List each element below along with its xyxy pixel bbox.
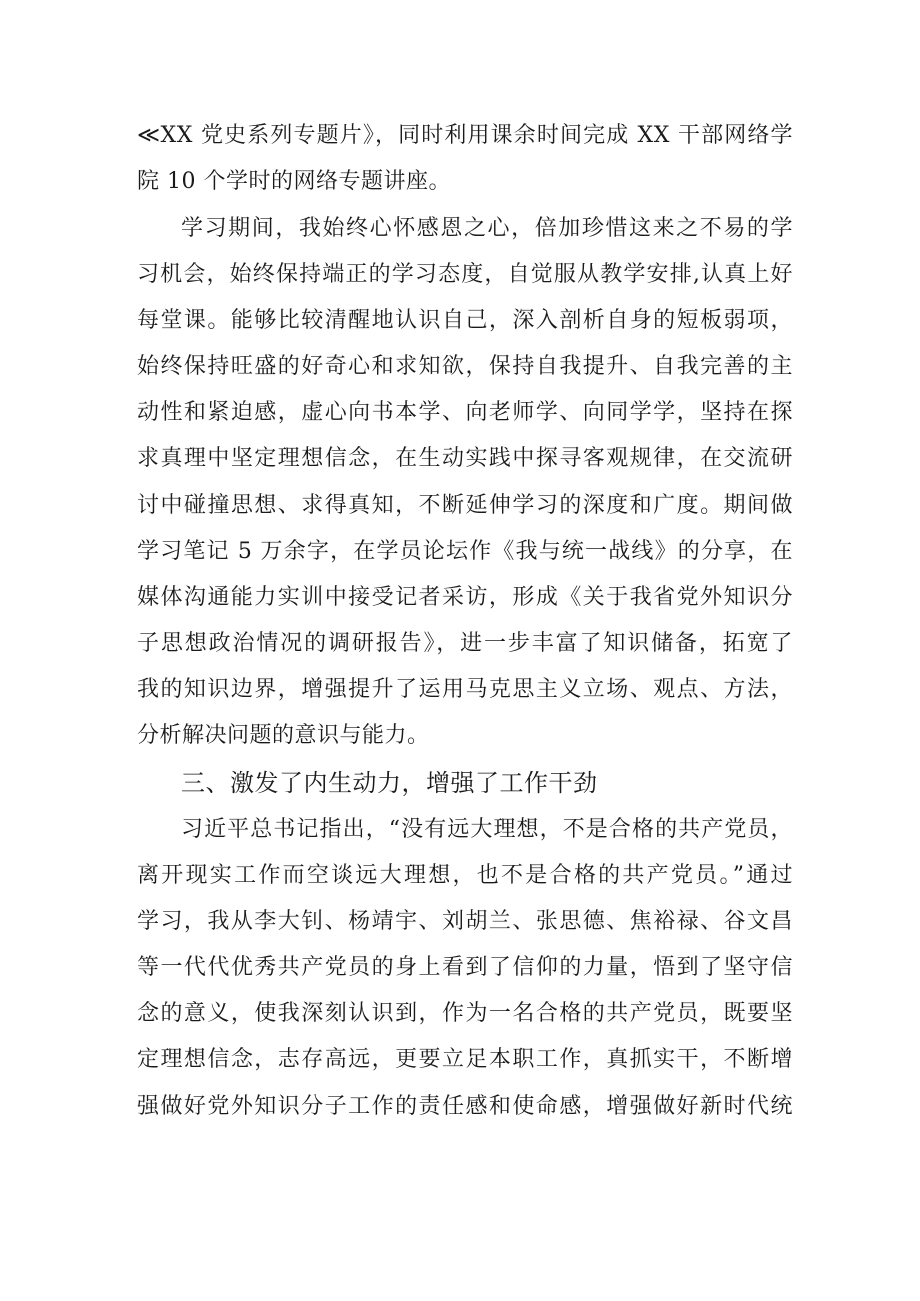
paragraph-2-line-3: 每堂课。能够比较清醒地认识自己，深入剖析自身的短板弱项， xyxy=(137,308,793,333)
paragraph-3-line-7: 强做好党外知识分子工作的责任感和使命感，增强做好新时代统 xyxy=(137,1094,793,1119)
paragraph-3-line-3: 学习，我从李大钊、杨靖宇、刘胡兰、张思德、焦裕禄、谷文昌 xyxy=(137,909,793,934)
paragraph-3-line-2: 离开现实工作而空谈远大理想，也不是合格的共产党员。”通过 xyxy=(137,863,793,888)
section-heading: 三、激发了内生动力，增强了工作干劲 xyxy=(181,769,598,797)
paragraph-2-line-12: 分析解决问题的意识与能力。 xyxy=(137,723,430,748)
paragraph-2-line-5: 动性和紧迫感，虚心向书本学、向老师学、向同学学，坚持在探 xyxy=(137,400,793,425)
paragraph-3-line-6: 定理想信念，志存高远，更要立足本职工作，真抓实干，不断增 xyxy=(137,1047,793,1072)
paragraph-2-line-9: 媒体沟通能力实训中接受记者采访，形成《关于我省党外知识分 xyxy=(137,585,793,610)
paragraph-1-line-1: ≪XX 党史系列专题片》，同时利用课余时间完成 XX 干部网络学 xyxy=(137,123,793,148)
paragraph-2-line-7: 讨中碰撞思想、求得真知，不断延伸学习的深度和广度。期间做 xyxy=(137,493,793,518)
paragraph-3-line-5: 念的意义，使我深刻认识到，作为一名合格的共产党员，既要坚 xyxy=(137,1001,793,1026)
paragraph-2-line-8: 学习笔记 5 万余字，在学员论坛作《我与统一战线》的分享，在 xyxy=(137,539,793,564)
paragraph-2-line-10: 子思想政治情况的调研报告》，进一步丰富了知识储备，拓宽了 xyxy=(137,631,793,656)
paragraph-2-line-1: 学习期间，我始终心怀感恩之心，倍加珍惜这来之不易的学 xyxy=(181,216,793,241)
paragraph-2-line-6: 求真理中坚定理想信念，在生动实践中探寻客观规律，在交流研 xyxy=(137,446,793,471)
paragraph-2-line-4: 始终保持旺盛的好奇心和求知欲，保持自我提升、自我完善的主 xyxy=(137,354,793,379)
paragraph-2-line-11: 我的知识边界，增强提升了运用马克思主义立场、观点、方法， xyxy=(137,677,793,702)
paragraph-3-line-1: 习近平总书记指出，“没有远大理想，不是合格的共产党员， xyxy=(181,817,793,842)
paragraph-1-line-2: 院 10 个学时的网络专题讲座。 xyxy=(137,169,451,194)
paragraph-3-line-4: 等一代代优秀共产党员的身上看到了信仰的力量，悟到了坚守信 xyxy=(137,955,793,980)
paragraph-2-line-2: 习机会，始终保持端正的学习态度，自觉服从教学安排,认真上好 xyxy=(137,262,793,287)
